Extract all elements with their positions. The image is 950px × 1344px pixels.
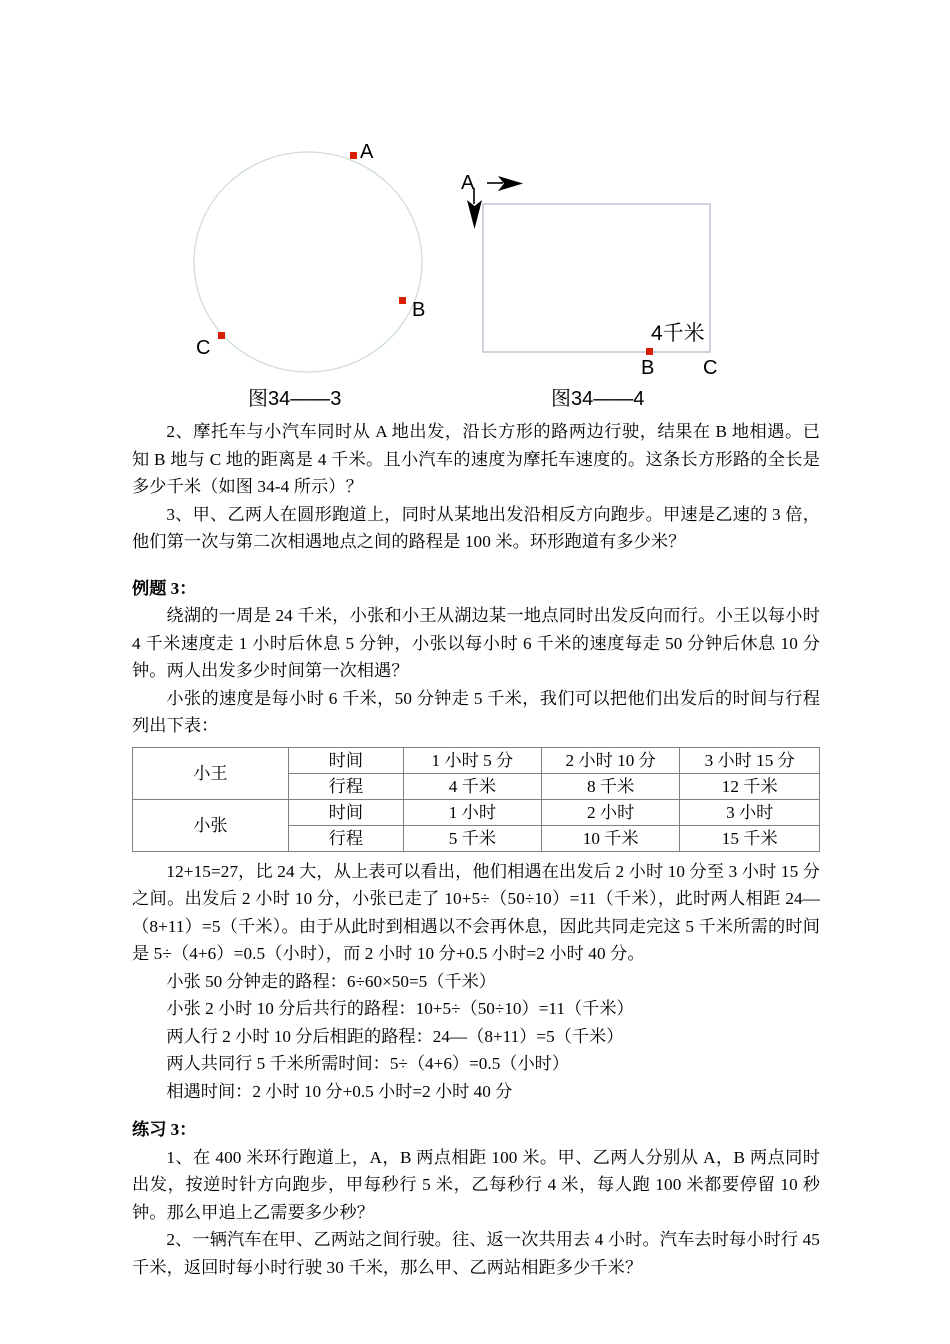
solution-step-5: 相遇时间：2 小时 10 分+0.5 小时=2 小时 40 分 <box>166 1081 513 1101</box>
table-cell-person-xiaozhang: 小张 <box>133 799 289 851</box>
circle-point-label-a: A <box>360 141 374 163</box>
table-cell-person-xiaowang: 小王 <box>133 747 289 799</box>
solution-step-3: 两人行 2 小时 10 分后相距的路程：24—（8+11）=5（千米） <box>166 1026 624 1046</box>
table-cell-value: 5 千米 <box>403 825 541 851</box>
table-cell-value: 8 千米 <box>541 773 680 799</box>
table-cell-value: 3 小时 15 分 <box>680 747 820 773</box>
distance-label-4km: 4千米 <box>651 322 705 345</box>
example-3-heading: 例题 3： <box>132 578 197 598</box>
circle-point-label-b: B <box>412 299 426 321</box>
time-distance-table <box>132 747 820 852</box>
table-cell-value: 10 千米 <box>541 825 680 851</box>
figures-svg <box>0 110 950 410</box>
table-row <box>133 747 820 773</box>
solution-step-1: 小张 50 分钟走的路程：6÷60×50=5（千米） <box>166 971 496 991</box>
spacer <box>132 1105 820 1116</box>
table-cell-metric: 时间 <box>288 799 403 825</box>
table-cell-value: 3 小时 <box>680 799 820 825</box>
table-cell-value: 2 小时 10 分 <box>541 747 680 773</box>
point-marker-b-circle <box>399 297 406 304</box>
table-cell-value: 2 小时 <box>541 799 680 825</box>
spacer <box>132 556 820 575</box>
example-3-setup: 小张的速度是每小时 6 千米，50 分钟走 5 千米，我们可以把他们出发后的时间与行程列出下表： <box>132 688 820 735</box>
practice-3-heading: 练习 3： <box>132 1120 197 1139</box>
example-3-analysis: 12+15=27，比 24 大，从上表可以看出，他们相遇在出发后 2 小时 10 分至 3 小时 15 分之间。出发后 2 小时 10 分，小张已走了 10+5÷（50÷10）=11（千米），此时两人相距 24—（8+11）=5（千米）。由于从此时到相遇以不会再休息，因此共同走完这 5 千米所需的时间是 5÷（4+6）=0.5（小时），而 2 小时 10 分+0.5 小时=2 小时 40 分。 <box>132 861 820 963</box>
circle-track-shape <box>194 152 422 372</box>
rect-start-label-a: A <box>461 172 475 194</box>
table-cell-value: 15 千米 <box>680 825 820 851</box>
rect-point-label-b: B <box>641 357 655 379</box>
exercise-item-3-previous: 3、甲、乙两人在圆形跑道上，同时从某地出发沿相反方向跑步。甲速是乙速的 3 倍，他们第一次与第二次相遇地点之间的路程是 100 米。环形跑道有多少米？ <box>132 504 820 551</box>
point-marker-b-rect <box>646 348 653 355</box>
point-marker-a-circle <box>350 152 357 159</box>
practice-item-2: 2、一辆汽车在甲、乙两站之间行驶。往、返一次共用去 4 小时。汽车去时每小时行 45 千米，返回时每小时行驶 30 千米，那么甲、乙两站相距多少千米？ <box>132 1230 820 1277</box>
table-row <box>133 799 820 825</box>
practice-item-1: 1、在 400 米环行跑道上，A，B 两点相距 100 米。甲、乙两人分别从 A，B 两点同时出发，按逆时针方向跑步，甲每秒行 5 米，乙每秒行 4 米，每人跑 100 米都要停留 10 秒钟。那么甲追上乙需要多少秒？ <box>132 1147 820 1222</box>
table-cell-metric: 行程 <box>288 773 403 799</box>
table-cell-value: 12 千米 <box>680 773 820 799</box>
exercise-item-2-previous: 2、摩托车与小汽车同时从 A 地出发，沿长方形的路两边行驶，结果在 B 地相遇。已知 B 地与 C 地的距离是 4 千米。且小汽车的速度为摩托车速度的。这条长方形路的全长是多少千米（如图 34-4 所示）？ <box>132 422 820 496</box>
table-cell-value: 1 小时 <box>403 799 541 825</box>
figure-caption-34-4: 图34——4 <box>551 388 645 410</box>
figures-region <box>0 110 950 410</box>
table-cell-metric: 时间 <box>288 747 403 773</box>
table-cell-value: 1 小时 5 分 <box>403 747 541 773</box>
table-cell-value: 4 千米 <box>403 773 541 799</box>
rect-point-label-c: C <box>703 357 718 379</box>
figure-caption-34-3: 图34——3 <box>248 388 342 410</box>
solution-step-4: 两人共同行 5 千米所需时间：5÷（4+6）=0.5（小时） <box>166 1054 570 1073</box>
table-cell-metric: 行程 <box>288 825 403 851</box>
solution-step-2: 小张 2 小时 10 分后共行的路程：10+5÷（50÷10）=11（千米） <box>166 999 634 1018</box>
arrow-right-icon <box>487 176 523 191</box>
point-marker-c-circle <box>218 332 225 339</box>
example-3-problem: 绕湖的一周是 24 千米，小张和小王从湖边某一地点同时出发反向而行。小王以每小时 4 千米速度走 1 小时后休息 5 分钟，小张以每小时 6 千米的速度每走 50 分钟后休息 10 分钟。两人出发多少时间第一次相遇？ <box>132 606 820 680</box>
arrow-down-icon <box>467 188 482 229</box>
circle-point-label-c: C <box>196 337 211 359</box>
document-body <box>132 418 820 1281</box>
